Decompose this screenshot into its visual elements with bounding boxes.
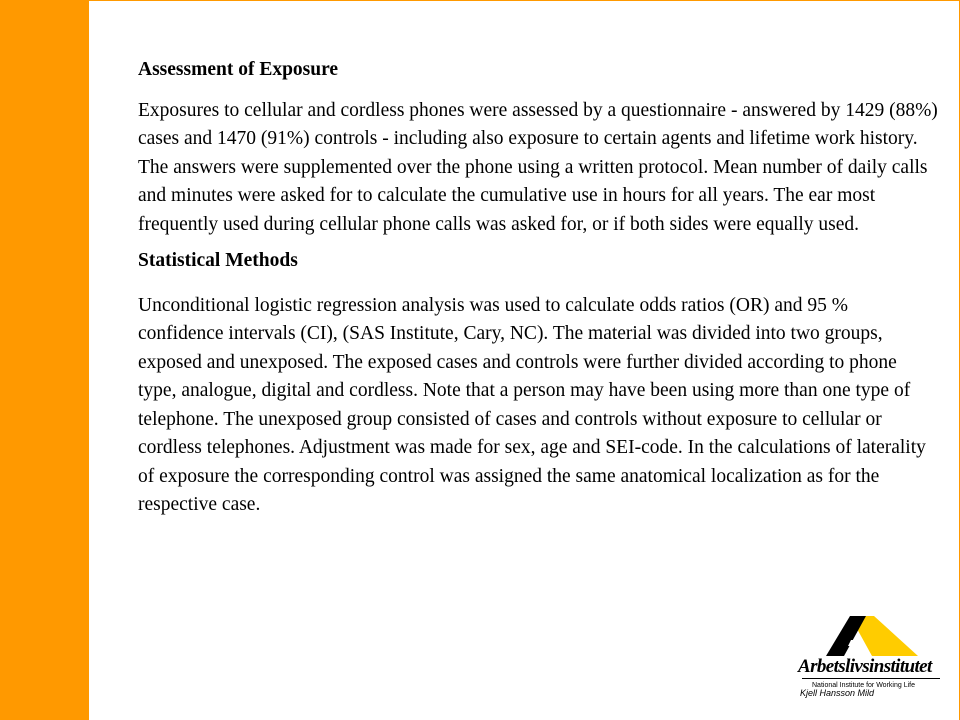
logo-divider	[802, 678, 940, 679]
slide-content	[138, 56, 938, 520]
author-credit: Kjell Hansson Mild	[800, 688, 875, 698]
section-heading-assessment: Assessment of Exposure	[138, 59, 339, 80]
arbetslivsinstitutet-logo-icon	[810, 612, 920, 656]
logo-subtitle: National Institute for Working Life	[812, 682, 915, 689]
left-accent-bar	[0, 0, 89, 720]
logo-name: Arbetslivsinstitutet	[798, 656, 932, 677]
section-body-statistical-methods: Unconditional logistic regression analysis was used to calculate odds ratios (OR) and 95 % confidence intervals (CI), (SAS Institute, Cary, NC). The material was divided into two groups, exposed and unexposed. The exposed cases and controls were further divided according to phone type, analogue, digital and cordless. Note that a person may have been using more than one type of telephone. The unexposed group consisted of cases and controls without exposure to cellular or cordless telephones. Adjustment was made for sex, age and SEI-code. In the calculations of laterality of exposure the corresponding control was assigned the same anatomical localization as for the respective case.	[138, 294, 926, 515]
section-body-assessment: Exposures to cellular and cordless phones were assessed by a questionnaire - answered by 1429 (88%) cases and 1470 (91%) controls - including also exposure to certain agents and lifetime work history. The answers were supplemented over the phone using a written protocol. Mean number of daily calls and minutes were asked for to calculate the cumulative use in hours for all years. The ear most frequently used during cellular phone calls was asked for, or if both sides were equally used.	[138, 99, 938, 235]
section-heading-statistical-methods: Statistical Methods	[138, 250, 298, 271]
